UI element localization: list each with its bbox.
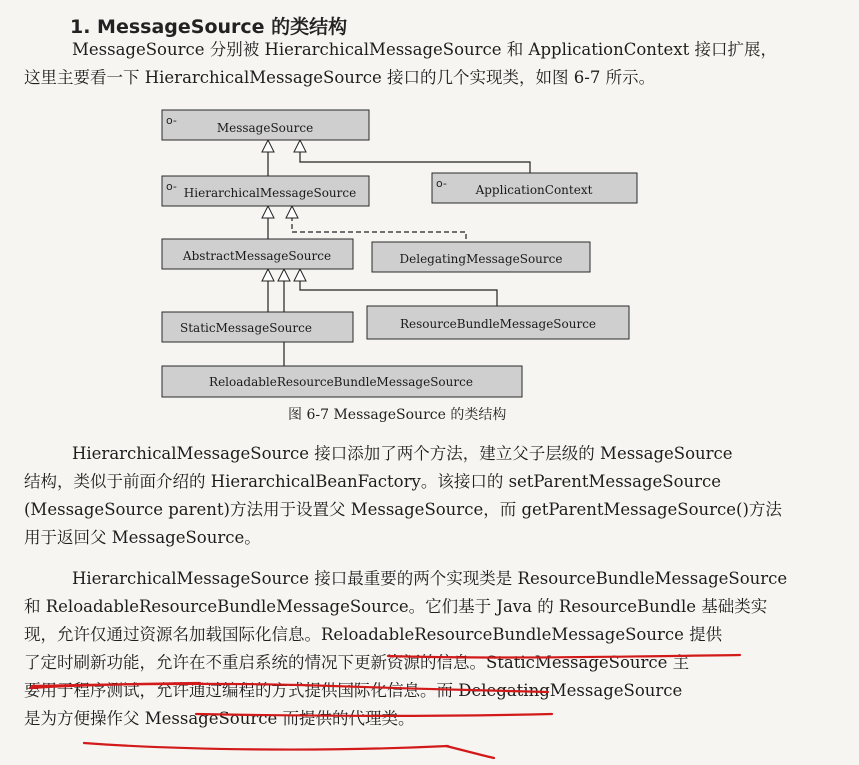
intro-line-1: MessageSource 分别被 HierarchicalMessageSource 和 ApplicationContext 接口扩展，	[72, 40, 777, 59]
interface-icon: o-	[166, 114, 177, 127]
paragraph2-line-1: HierarchicalMessageSource 接口添加了两个方法，建立父子层级的 MessageSource	[72, 444, 733, 463]
arrowhead-2	[294, 140, 306, 152]
interface-icon: o-	[436, 177, 447, 190]
paragraph3-line-5: 要用于程序测试，允许通过编程的方式提供国际化信息。而 DelegatingMessageSource	[24, 681, 683, 700]
paragraph3-line-1: HierarchicalMessageSource 接口最重要的两个实现类是 ResourceBundleMessageSource	[72, 569, 788, 588]
paragraph3-line-2: 和 ReloadableResourceBundleMessageSource。它们基于 Java 的 ResourceBundle 基础类实	[24, 597, 768, 616]
paragraph2-line-2: 结构，类似于前面介绍的 HierarchicalBeanFactory。该接口的 setParentMessageSource	[24, 472, 722, 491]
interface-icon: o-	[166, 180, 177, 193]
label-static: StaticMessageSource	[180, 321, 312, 335]
paragraph2-line-3: (MessageSource parent)方法用于设置父 MessageSource，而 getParentMessageSource()方法	[24, 500, 782, 519]
edge-delegating-to-hierarchical	[292, 216, 466, 242]
arrowhead-3	[262, 206, 274, 218]
label-resourcebundle: ResourceBundleMessageSource	[399, 317, 597, 331]
label-hierarchical: HierarchicalMessageSource	[183, 186, 357, 200]
label-reloadable: ReloadableResourceBundleMessageSource	[209, 375, 473, 389]
node-hierarchical	[162, 176, 369, 206]
paragraph2-line-4: 用于返回父 MessageSource。	[24, 528, 261, 547]
arrowhead-5	[262, 269, 274, 281]
edge-resourcebundle-to-abstract	[300, 279, 497, 306]
node-static	[162, 312, 353, 342]
arrowhead-1	[262, 140, 274, 152]
label-abstract: AbstractMessageSource	[182, 249, 332, 263]
arrowhead-4	[286, 206, 298, 218]
label-messagesource: MessageSource	[216, 121, 314, 135]
paragraph-implementations	[24, 565, 804, 733]
label-delegating: DelegatingMessageSource	[399, 252, 563, 266]
figure-caption: 图 6-7 MessageSource 的类结构	[288, 407, 507, 423]
node-applicationcontext	[432, 173, 637, 203]
node-reloadable	[162, 366, 522, 397]
paragraph3-line-3: 现，允许仅通过资源名加载国际化信息。ReloadableResourceBundleMessageSource 提供	[24, 625, 723, 644]
edge-appcontext-to-messagesource	[300, 150, 530, 173]
label-applicationcontext: ApplicationContext	[475, 183, 593, 197]
arrowhead-7	[294, 269, 306, 281]
node-resourcebundle	[367, 306, 629, 339]
paragraph3-line-6: 是为方便操作父 MessageSource 而提供的代理类。	[24, 709, 415, 728]
arrowhead-6	[278, 269, 290, 281]
section-heading: 1. MessageSource 的类结构	[70, 16, 348, 38]
paragraph-hierarchical-methods	[24, 440, 804, 552]
node-abstract	[162, 239, 353, 269]
node-messagesource	[162, 110, 369, 140]
intro-line-2: 这里主要看一下 HierarchicalMessageSource 接口的几个实现类，如图 6-7 所示。	[24, 68, 656, 87]
node-delegating	[372, 242, 590, 272]
paragraph3-line-4: 了定时刷新功能，允许在不重启系统的情况下更新资源的信息。StaticMessageSource 主	[24, 653, 690, 672]
